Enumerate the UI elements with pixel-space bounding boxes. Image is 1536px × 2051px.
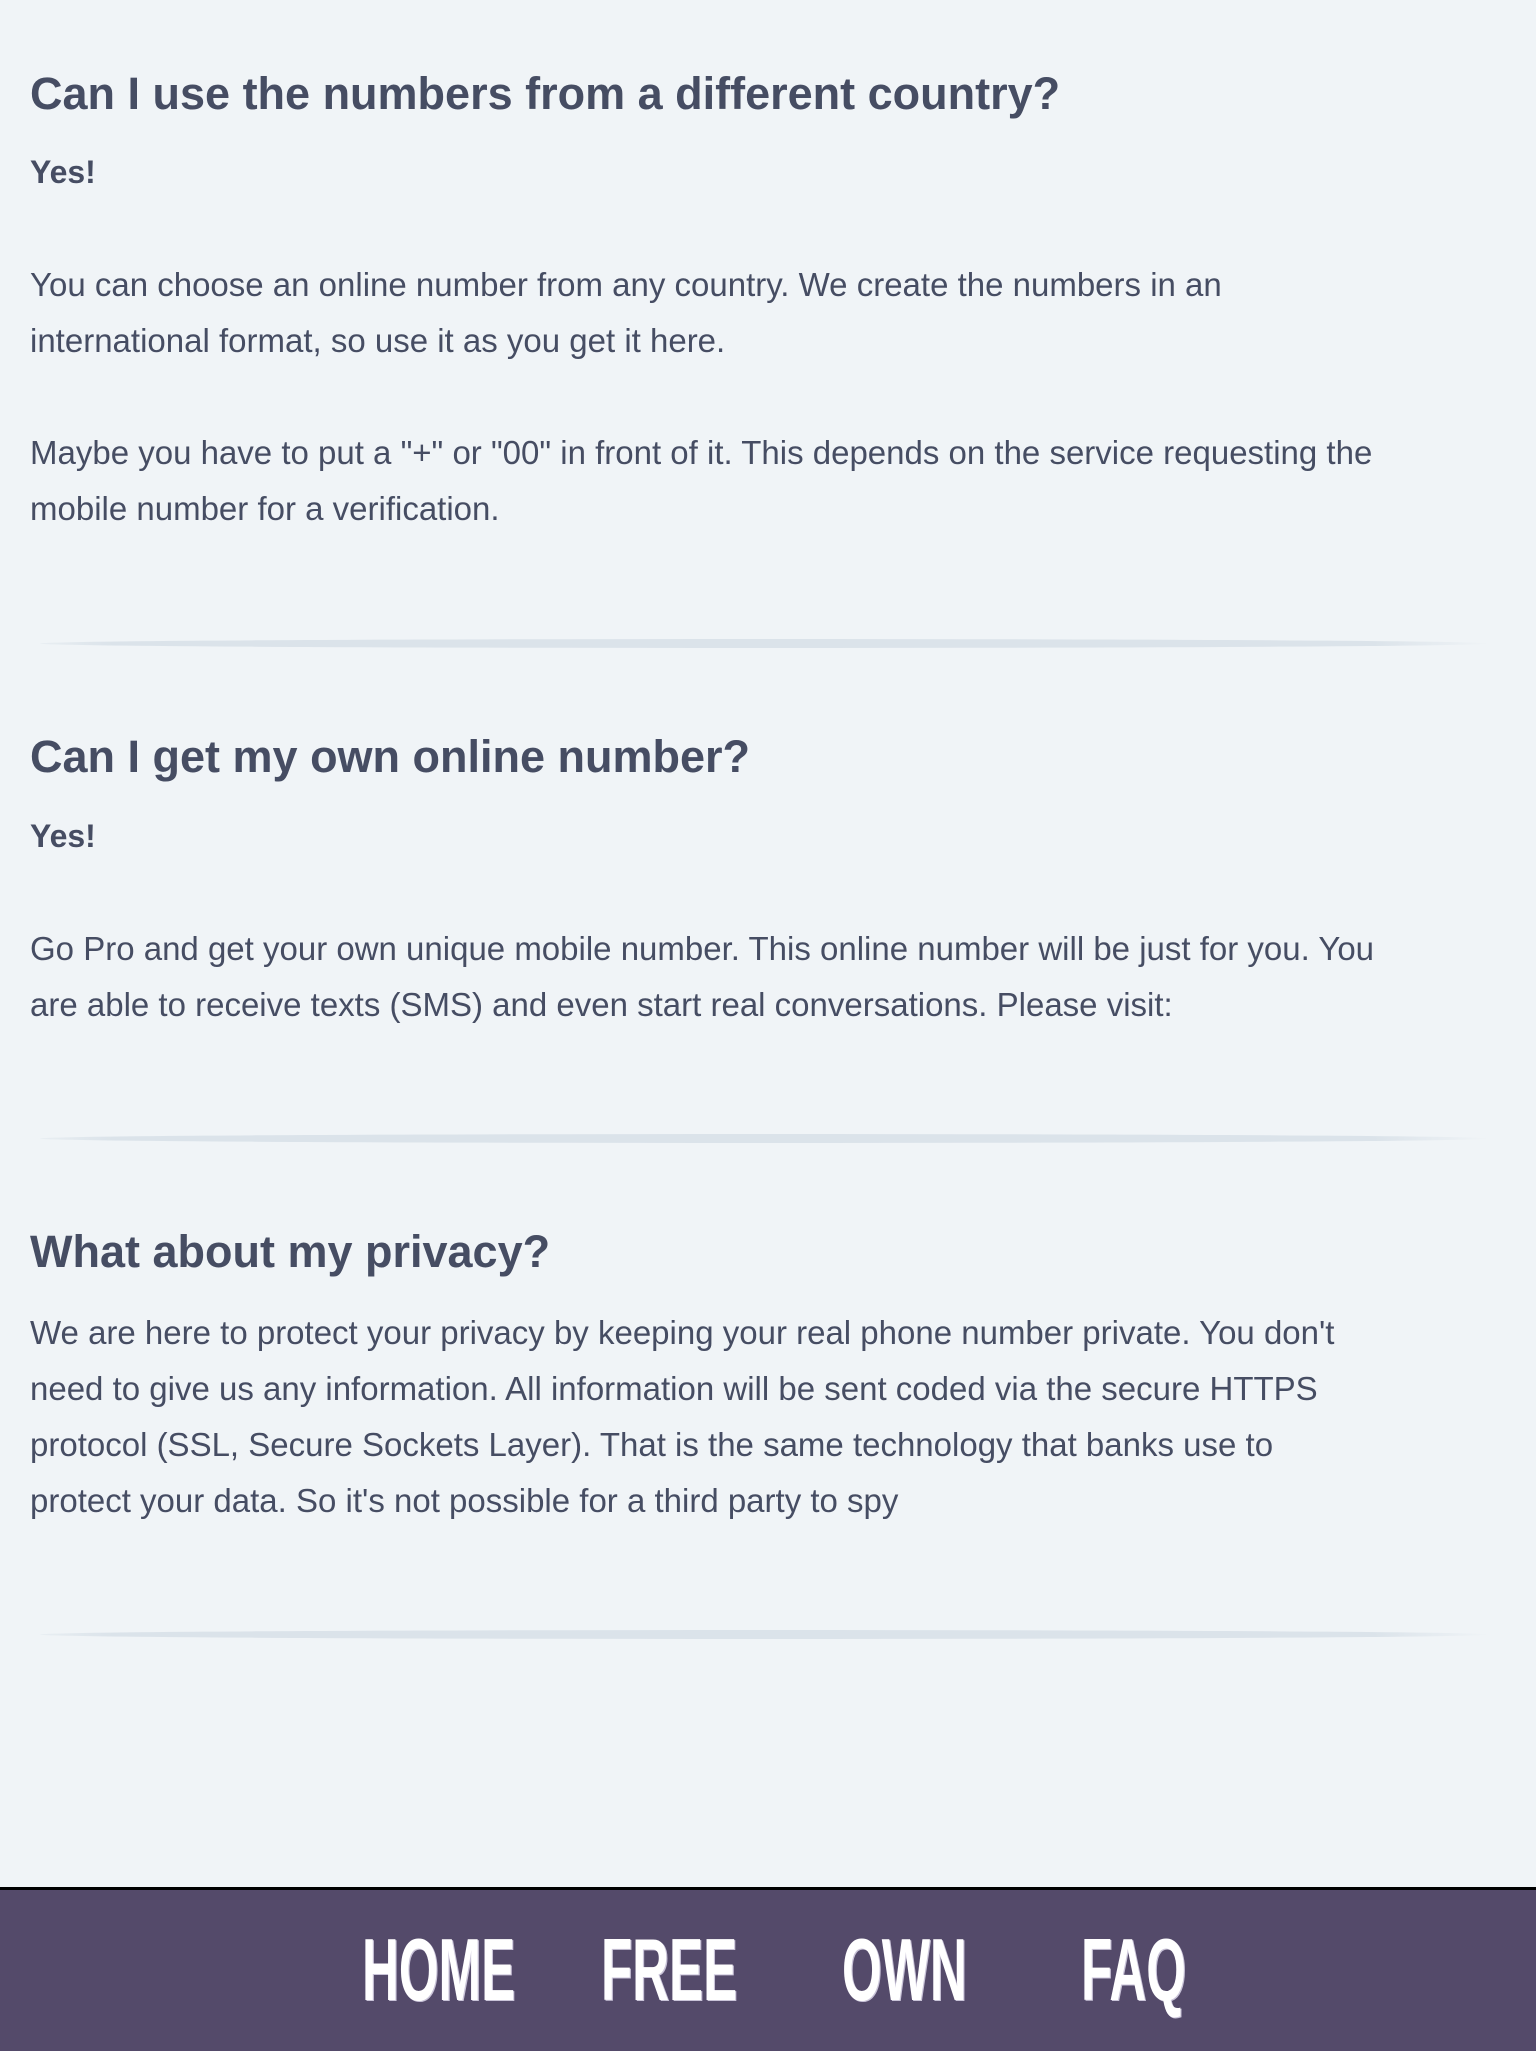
- faq-paragraph: [30, 1305, 1334, 1529]
- text-line: protect your data. So it's not possible for a third party to spy: [30, 1482, 899, 1519]
- text-line: need to give us any information. All information will be sent coded via the secure HTTPS: [30, 1370, 1318, 1407]
- divider: [40, 1134, 1490, 1143]
- text-line: international format, so use it as you get it here.: [30, 322, 726, 359]
- faq-question-3: What about my privacy?: [30, 1226, 551, 1277]
- text-line: We are here to protect your privacy by keeping your real phone number private. You don't: [30, 1314, 1335, 1351]
- faq-paragraph: [30, 425, 1372, 537]
- text-line: Go Pro and get your own unique mobile number. This online number will be just for you. You: [30, 930, 1375, 967]
- text-line: Maybe you have to put a "+" or "00" in front of it. This depends on the service requesting the: [30, 434, 1373, 471]
- faq-answer-short-1: Yes!: [30, 154, 96, 190]
- text-line: protocol (SSL, Secure Sockets Layer). That is the same technology that banks use to: [30, 1426, 1274, 1463]
- nav-home[interactable]: HOME: [362, 1920, 516, 2019]
- faq-paragraph: [30, 921, 1374, 1033]
- footer-nav: [0, 1887, 1536, 2051]
- text-line: mobile number for a verification.: [30, 490, 500, 527]
- nav-own[interactable]: OWN: [842, 1920, 967, 2019]
- divider: [40, 1630, 1490, 1639]
- nav-free[interactable]: FREE: [601, 1920, 738, 2019]
- faq-answer-short-2: Yes!: [30, 818, 96, 854]
- text-line: are able to receive texts (SMS) and even start real conversations. Please visit:: [30, 986, 1173, 1023]
- nav-faq[interactable]: FAQ: [1081, 1920, 1186, 2019]
- faq-question-2: Can I get my own online number?: [30, 731, 751, 782]
- faq-paragraph: [30, 257, 1222, 369]
- divider: [40, 639, 1490, 648]
- faq-question-1: Can I use the numbers from a different country?: [30, 68, 1061, 119]
- text-line: You can choose an online number from any country. We create the numbers in an: [30, 266, 1222, 303]
